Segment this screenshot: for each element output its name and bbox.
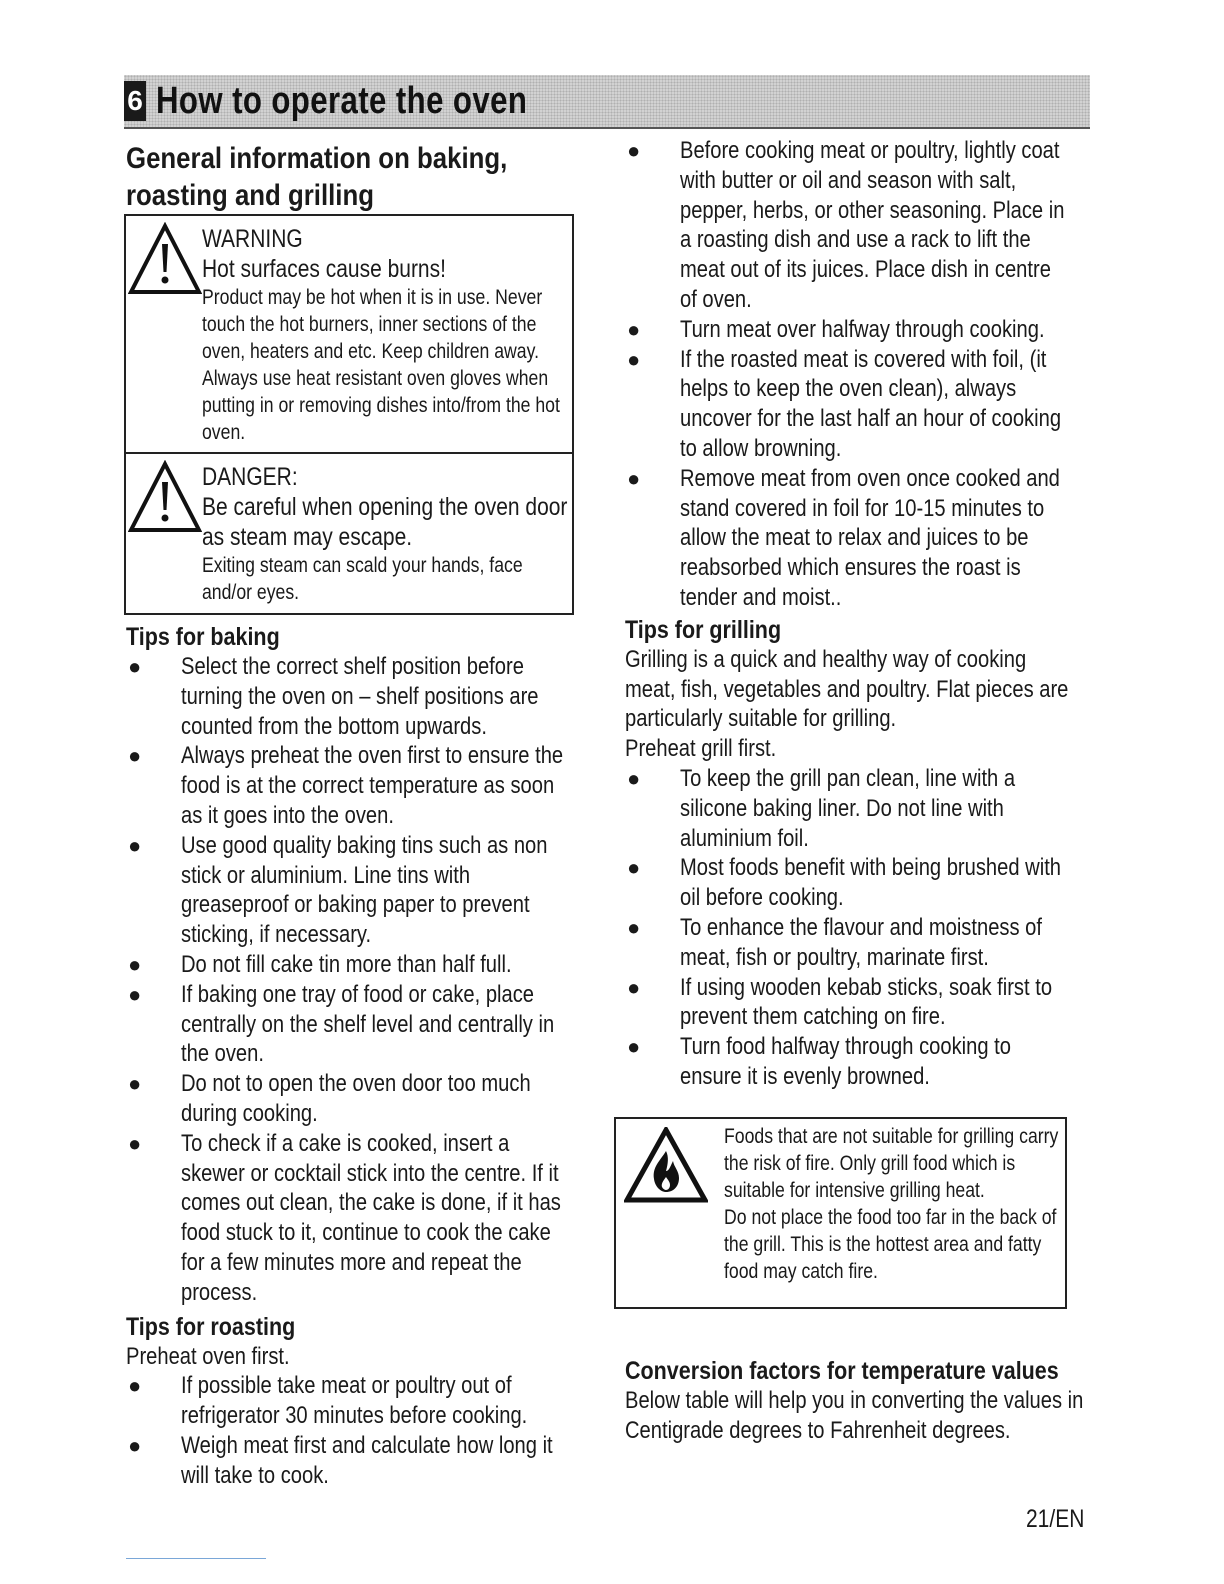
section-title-line1: General information on baking, xyxy=(126,142,508,175)
bullet-icon: ● xyxy=(128,743,142,769)
fire-notice-box xyxy=(614,1117,1067,1309)
bullet-icon: ● xyxy=(627,765,641,791)
list-item-text: If using wooden kebab sticks, soak first to prevent them catching on fire. xyxy=(680,973,1053,1031)
list-item-text: Use good quality baking tins such as non stick or aluminium. Line tins with greaseproof or baking paper to prevent sticking, if necessary. xyxy=(181,831,548,949)
bullet-icon: ● xyxy=(627,855,641,881)
roasting-list-left xyxy=(126,1371,596,1490)
list-item xyxy=(625,464,1095,613)
bullet-icon: ● xyxy=(128,951,142,977)
roasting-list-right xyxy=(625,136,1095,613)
bullet-icon: ● xyxy=(627,346,641,372)
list-item-text: Select the correct shelf position before turning the oven on – shelf positions are counted from the bottom upwards. xyxy=(181,653,539,740)
bullet-icon: ● xyxy=(627,914,641,940)
bullet-icon: ● xyxy=(128,1432,142,1458)
list-item xyxy=(625,973,1095,1033)
danger-body: Exiting steam can scald your hands, face and/or eyes. xyxy=(202,554,523,604)
bullet-icon: ● xyxy=(627,1034,641,1060)
list-item xyxy=(126,831,596,950)
list-item-text: Turn meat over halfway through cooking. xyxy=(680,315,1045,343)
page-number: 21/EN xyxy=(1026,1505,1085,1533)
bullet-icon: ● xyxy=(128,1071,142,1097)
list-item-text: To keep the grill pan clean, line with a silicone baking liner. Do not line with aluminium foil. xyxy=(680,764,1016,852)
bullet-icon: ● xyxy=(128,832,142,858)
grilling-preheat: Preheat grill first. xyxy=(625,735,777,763)
list-item-text: Before cooking meat or poultry, lightly coat with butter or oil and season with salt, pepper, herbs, or other seasoning. Place in a roasting dish and use a rack to lift the meat out of its juices. Place dish in centre of oven. xyxy=(680,137,1065,313)
bullet-icon: ● xyxy=(627,316,641,342)
list-item-text: Always preheat the oven first to ensure the food is at the correct temperature as soon as it goes into the oven. xyxy=(181,742,564,829)
list-item-text: Remove meat from oven once cooked and stand covered in foil for 10-15 minutes to allow the meat to relax and juices to be reabsorbed which ensures the roast is tender and moist.. xyxy=(680,464,1060,611)
conversion-title: Conversion factors for temperature values xyxy=(625,1357,1059,1385)
warning-title: WARNING xyxy=(202,225,303,253)
bullet-icon: ● xyxy=(128,981,142,1007)
list-item xyxy=(625,1032,1095,1092)
list-item xyxy=(625,853,1095,913)
danger-box xyxy=(124,452,574,615)
grilling-title: Tips for grilling xyxy=(625,615,782,644)
list-item xyxy=(126,1431,596,1491)
footer-divider xyxy=(126,1558,266,1559)
list-item-text: Weigh meat first and calculate how long it will take to cook. xyxy=(181,1431,553,1489)
list-item xyxy=(625,345,1095,464)
list-item xyxy=(126,1371,596,1431)
fire-notice-para2: Do not place the food too far in the back of the grill. This is the hottest area and fatty food may catch fire. xyxy=(724,1206,1057,1283)
bullet-icon: ● xyxy=(627,465,641,491)
list-item xyxy=(126,741,596,830)
bullet-icon: ● xyxy=(627,974,641,1000)
baking-list xyxy=(126,652,596,1308)
list-item-text: If possible take meat or poultry out of refrigerator 30 minutes before cooking. xyxy=(181,1372,528,1430)
danger-lead-line1: Be careful when opening the oven door xyxy=(202,493,568,521)
baking-title: Tips for baking xyxy=(126,623,280,651)
list-item xyxy=(625,136,1095,315)
left-column xyxy=(126,140,586,214)
chapter-number: 6 xyxy=(124,81,146,121)
list-item xyxy=(625,315,1095,345)
danger-lead-line2: as steam may escape. xyxy=(202,523,413,551)
roasting-intro: Preheat oven first. xyxy=(126,1342,290,1370)
grilling-intro: Grilling is a quick and healthy way of cooking meat, fish, vegetables and poultry. Flat pieces are particularly suitable for grilling. xyxy=(625,645,1069,733)
list-item xyxy=(126,1129,596,1308)
fire-hazard-icon xyxy=(624,1127,708,1203)
list-item xyxy=(126,1069,596,1129)
list-item-text: Turn food halfway through cooking to ensure it is evenly browned. xyxy=(680,1033,1011,1090)
bullet-icon: ● xyxy=(128,654,142,679)
list-item xyxy=(126,980,596,1069)
warning-triangle-icon xyxy=(128,460,202,534)
grilling-list xyxy=(625,764,1095,1092)
baking-section xyxy=(126,622,596,1491)
list-item xyxy=(126,950,596,980)
list-item xyxy=(625,764,1095,853)
fire-notice-para1: Foods that are not suitable for grilling carry the risk of fire. Only grill food which is suitable for intensive grilling heat. xyxy=(724,1125,1059,1202)
conversion-body: Below table will help you in converting the values in Centigrade degrees to Fahrenheit degrees. xyxy=(625,1387,1084,1444)
chapter-title: How to operate the oven xyxy=(156,80,528,122)
roasting-title: Tips for roasting xyxy=(126,1312,296,1341)
warning-body: Product may be hot when it is in use. Never touch the hot burners, inner sections of the oven, heaters and etc. Keep children away. Always use heat resistant oven gloves when putting in or removing dishes into/from the hot oven. xyxy=(202,286,560,444)
list-item-text: Do not fill cake tin more than half full. xyxy=(181,950,512,978)
list-item xyxy=(625,913,1095,973)
bullet-icon: ● xyxy=(128,1130,142,1156)
conversion-section xyxy=(625,1356,1095,1446)
danger-title: DANGER: xyxy=(202,463,298,491)
warning-triangle-icon xyxy=(128,222,202,296)
list-item-text: If baking one tray of food or cake, place centrally on the shelf level and centrally in the oven. xyxy=(181,980,555,1068)
right-column xyxy=(625,136,1095,1092)
list-item-text: Most foods benefit with being brushed with oil before cooking. xyxy=(680,854,1062,912)
list-item-text: Do not to open the oven door too much during cooking. xyxy=(181,1070,531,1127)
warning-lead: Hot surfaces cause burns! xyxy=(202,255,446,283)
bullet-icon: ● xyxy=(627,138,641,163)
list-item-text: If the roasted meat is covered with foil, (it helps to keep the oven clean), always uncover for the last half an hour of cooking to allow browning. xyxy=(680,345,1062,462)
chapter-header xyxy=(124,75,1090,129)
list-item xyxy=(126,652,596,741)
bullet-icon: ● xyxy=(128,1373,142,1399)
section-title-line2: roasting and grilling xyxy=(126,179,374,212)
warning-box xyxy=(124,214,574,454)
list-item-text: To enhance the flavour and moistness of meat, fish or poultry, marinate first. xyxy=(680,913,1042,971)
list-item-text: To check if a cake is cooked, insert a skewer or cocktail stick into the centre. If it comes out clean, the cake is done, if it has food stuck to it, continue to cook the cake for a few minutes more and repeat the process. xyxy=(181,1129,561,1306)
